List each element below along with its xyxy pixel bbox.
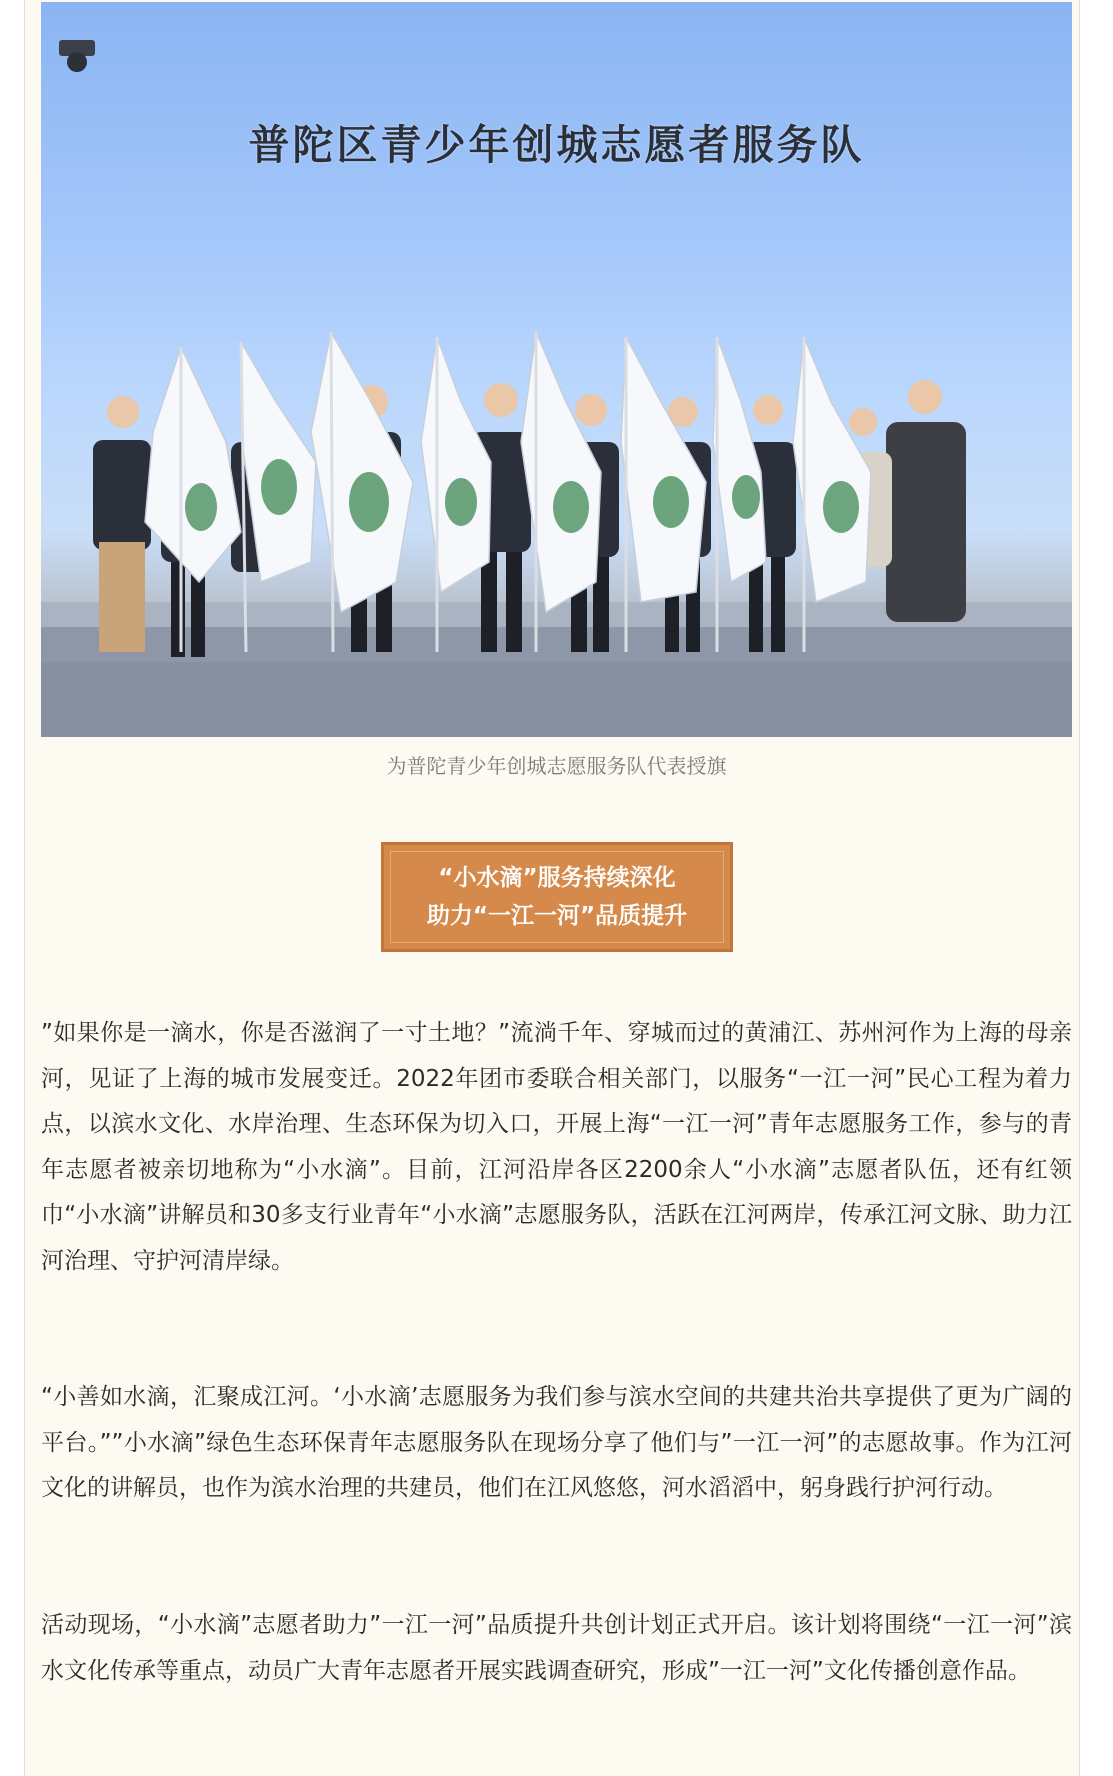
paragraph-1: ”如果你是一滴水，你是否滋润了一寸土地？”流淌千年、穿城而过的黄浦江、苏州河作为上海的母亲河，见证了上海的城市发展变迁。2022年团市委联合相关部门，以服务“一江一河”民心工程为着力点，以滨水文化、水岸治理、生态环保为切入口，开展上海“一江一河”青年志愿服务工作，参与的青年志愿者被亲切地称为“小水滴”。目前，江河沿岸各区2200余人“小水滴”志愿者队伍，还有红领巾“小水滴”讲解员和30多支行业青年“小水滴”志愿服务队，活跃在江河两岸，传承江河文脉、助力江河治理、守护河清岸绿。 — [41, 1020, 1072, 1274]
photo-caption: 为普陀青少年创城志愿服务队代表授旗 — [386, 754, 727, 778]
paragraph-2: “小善如水滴，汇聚成江河。‘小水滴’志愿服务为我们参与滨水空间的共建共治共享提供了更为广阔的平台。””小水滴”绿色生态环保青年志愿服务队在现场分享了他们与”一江一河”的志愿故事。作为江河文化的讲解员，也作为滨水治理的共建员，他们在江风悠悠，河水滔滔中，躬身践行护河行动。 — [41, 1384, 1072, 1501]
banner-title: 普陀区青少年创城志愿者服务队 — [248, 121, 865, 169]
paragraph-3: 活动现场，“小水滴”志愿者助力”一江一河”品质提升共创计划正式开启。该计划将围绕“一江一河”滨水文化传承等重点，动员广大青年志愿者开展实践调查研究，形成”一江一河”文化传播创意作品。 — [41, 1612, 1072, 1684]
section-heading — [381, 842, 733, 952]
section-heading-line-2: 助力“一江一河”品质提升 — [426, 903, 688, 929]
section-heading-line-1: “小水滴”服务持续深化 — [438, 865, 676, 891]
event-photo — [41, 2, 1072, 737]
